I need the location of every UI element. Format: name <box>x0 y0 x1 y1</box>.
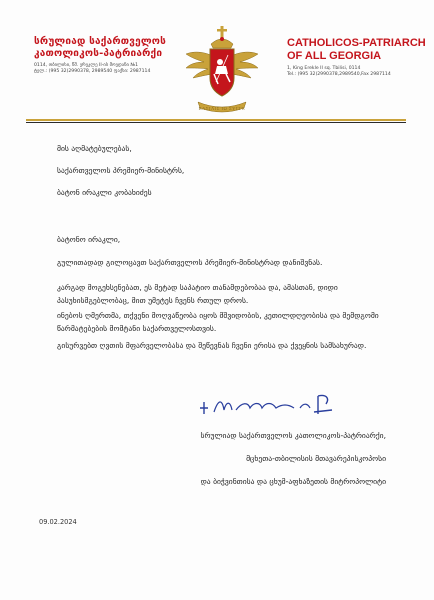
emblem-caption: ΒΑΣΙΛΙΣ ΙΩ ΣΥΓΓΕ <box>198 106 246 111</box>
signoff-line3: და ბიჭვინთისა და ცხუმ-აფხაზეთის მიტროპოლიტი <box>200 477 386 486</box>
handwritten-signature <box>196 388 346 418</box>
signoff-line1: სრულიად საქართველოს კათოლიკოს-პატრიარქი, <box>200 431 386 440</box>
addressee-line3: ბატონ ირაკლი კობახიძეს <box>57 188 152 197</box>
paragraph-1: გულითადად გილოცავთ საქართველოს პრემიერ-მინისტრად დანიშვნას. <box>57 258 323 267</box>
header-left-address-line1: 0114, თბილისი, წმ. ერეკლე II-ის მოედანი №1 <box>34 63 139 68</box>
header-left-title-line2: კათოლიკოს-პატრიარქი <box>34 48 163 59</box>
addressee-line1: მის აღმატებულებას, <box>57 144 132 153</box>
header-left-title-line1: სრულიად საქართველოს <box>34 36 166 47</box>
header-left <box>34 36 184 75</box>
patriarchate-emblem-icon <box>184 22 260 116</box>
paragraph-3: ინებოს ღმერთმა, თქვენი მოღვაწეობა იყოს მშვიდობის, კეთილდღეობისა და მემდგომი წარმატებების მომტანი საქართველოსთვის. <box>57 311 379 333</box>
addressee-block <box>57 144 184 210</box>
header-divider-dark <box>26 122 406 123</box>
letter-date: 09.02.2024 <box>39 518 77 526</box>
addressee-line2: საქართველოს პრემიერ-მინისტრს, <box>57 166 185 175</box>
header-left-address-line2: ტელ.: (995 32)2990378, 2989540 ფაქსი: 2987114 <box>34 69 151 74</box>
header-right-title-line2: OF ALL GEORGIA <box>287 50 382 62</box>
signoff-line2: მცხეთა-თბილისის მთავარეპისკოპოსი <box>246 454 386 463</box>
header-divider-gold <box>26 119 406 121</box>
paragraph-2: კარგად მოგეხსენებათ, ეს მეტად საპატიო თანამდებობაა და, ამასთან, დიდი პასუხისმგებლობაც, მით უმეტეს ჩვენს რთულ დროს. <box>57 283 338 305</box>
header-right-address-line1: 1, King Erekle II sq. Tbilisi, 0114 <box>287 66 361 71</box>
header-right <box>287 37 426 78</box>
paragraph-4: გისურვებთ ღვთის მფარველობასა და შეწევნას ჩვენი ერისა და ქვეყნის სამსახურად. <box>57 341 367 350</box>
greeting: ბატონო ირაკლი, <box>57 235 121 244</box>
header-right-title-line1: CATHOLICOS-PATRIARCH <box>287 37 426 49</box>
header-right-address-line2: Tel.: (995 32)2990378,2989540,Fax 2987114 <box>287 72 391 77</box>
